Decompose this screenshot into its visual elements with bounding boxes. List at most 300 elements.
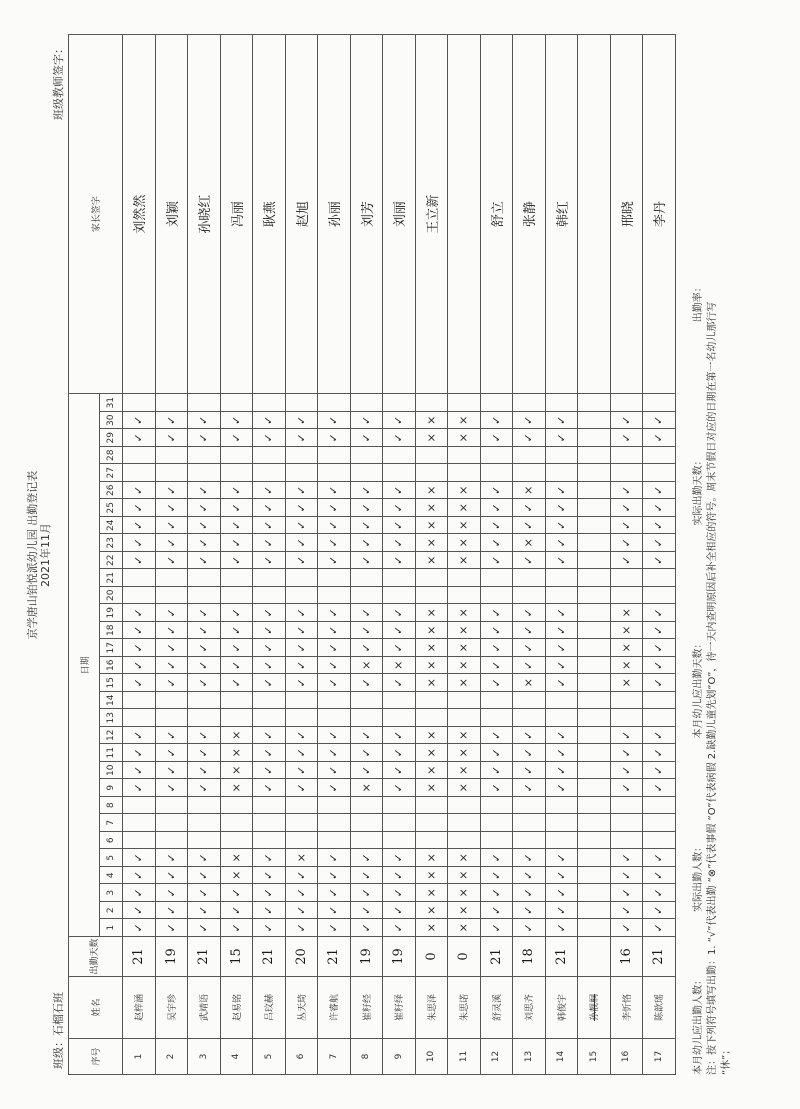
- parent-signature: 冯丽: [220, 34, 253, 394]
- attendance-mark: [415, 797, 448, 815]
- attendance-mark: [578, 849, 611, 867]
- attendance-mark: ✓: [155, 517, 188, 535]
- attendance-mark: ×: [415, 744, 448, 762]
- attendance-mark: [318, 709, 351, 727]
- attendance-mark: ✓: [610, 744, 643, 762]
- attendance-mark: [155, 569, 188, 587]
- attendance-mark: [350, 709, 383, 727]
- attendance-mark: ✓: [155, 412, 188, 430]
- attendance-mark: ×: [610, 604, 643, 622]
- attendance-mark: [188, 587, 221, 605]
- attendance-mark: [383, 814, 416, 832]
- attendance-mark: [188, 464, 221, 482]
- attendance-days: 21: [643, 937, 676, 977]
- attendance-mark: [610, 709, 643, 727]
- attendance-mark: ✓: [480, 849, 513, 867]
- attendance-mark: ✓: [123, 482, 156, 500]
- attendance-mark: ✓: [318, 674, 351, 692]
- parent-signature: [448, 34, 481, 394]
- attendance-mark: ×: [448, 727, 481, 745]
- attendance-mark: [448, 709, 481, 727]
- attendance-mark: [415, 692, 448, 710]
- attendance-mark: [253, 447, 286, 465]
- attendance-mark: ✓: [610, 499, 643, 517]
- attendance-mark: ✓: [285, 639, 318, 657]
- attendance-mark: ✓: [188, 534, 221, 552]
- attendance-mark: ✓: [220, 517, 253, 535]
- attendance-mark: [545, 394, 578, 412]
- attendance-mark: [155, 692, 188, 710]
- attendance-mark: ✓: [610, 429, 643, 447]
- student-name: 许睿航: [318, 977, 351, 1039]
- attendance-mark: ×: [220, 779, 253, 797]
- attendance-mark: [123, 464, 156, 482]
- attendance-mark: ✓: [545, 674, 578, 692]
- attendance-mark: [415, 569, 448, 587]
- attendance-mark: [350, 464, 383, 482]
- table-row: [285, 34, 318, 1074]
- attendance-days: [578, 937, 611, 977]
- attendance-mark: ✓: [123, 499, 156, 517]
- teacher-signature-label: 班级教师签字：: [52, 43, 65, 120]
- attendance-mark: [350, 814, 383, 832]
- attendance-mark: ✓: [643, 902, 676, 920]
- day-header-7: 7: [100, 814, 123, 832]
- attendance-mark: ×: [220, 744, 253, 762]
- attendance-mark: ✓: [285, 482, 318, 500]
- attendance-mark: ✓: [513, 517, 546, 535]
- attendance-mark: ✓: [285, 884, 318, 902]
- attendance-mark: [415, 814, 448, 832]
- attendance-mark: [383, 832, 416, 850]
- attendance-mark: [610, 832, 643, 850]
- attendance-mark: [415, 587, 448, 605]
- student-name: 崔籽绎: [383, 977, 416, 1039]
- attendance-mark: [220, 797, 253, 815]
- parent-signature: 孙晓红: [188, 34, 221, 394]
- attendance-mark: [285, 832, 318, 850]
- row-number: 9: [383, 1039, 416, 1075]
- attendance-mark: [578, 867, 611, 885]
- attendance-mark: ✓: [480, 622, 513, 640]
- day-header-28: 28: [100, 447, 123, 465]
- attendance-mark: ✓: [155, 744, 188, 762]
- attendance-mark: ✓: [350, 849, 383, 867]
- attendance-mark: [513, 569, 546, 587]
- day-header-6: 6: [100, 832, 123, 850]
- attendance-mark: [285, 709, 318, 727]
- attendance-mark: ✓: [350, 884, 383, 902]
- table-row: [643, 34, 676, 1074]
- attendance-mark: [610, 692, 643, 710]
- attendance-mark: ✓: [480, 552, 513, 570]
- attendance-days: 18: [513, 937, 546, 977]
- attendance-mark: [415, 832, 448, 850]
- attendance-mark: ✓: [545, 762, 578, 780]
- attendance-mark: ✓: [253, 919, 286, 937]
- attendance-mark: ✓: [155, 429, 188, 447]
- attendance-mark: ×: [513, 482, 546, 500]
- col-header-name: 姓名: [69, 977, 123, 1039]
- attendance-mark: [545, 797, 578, 815]
- attendance-mark: [578, 604, 611, 622]
- attendance-mark: ✓: [188, 517, 221, 535]
- attendance-mark: ×: [448, 482, 481, 500]
- row-number: 1: [123, 1039, 156, 1075]
- attendance-mark: [578, 429, 611, 447]
- attendance-mark: ✓: [350, 499, 383, 517]
- attendance-mark: ✓: [155, 604, 188, 622]
- attendance-mark: [285, 814, 318, 832]
- attendance-mark: ✓: [480, 902, 513, 920]
- attendance-mark: [415, 394, 448, 412]
- attendance-mark: ✓: [383, 919, 416, 937]
- attendance-mark: ✓: [123, 884, 156, 902]
- attendance-mark: ✓: [285, 779, 318, 797]
- attendance-mark: ×: [415, 849, 448, 867]
- attendance-mark: [643, 692, 676, 710]
- attendance-mark: ✓: [480, 482, 513, 500]
- attendance-mark: ×: [610, 622, 643, 640]
- row-number: 6: [285, 1039, 318, 1075]
- attendance-mark: ✓: [643, 779, 676, 797]
- attendance-mark: [643, 814, 676, 832]
- attendance-mark: ✓: [318, 884, 351, 902]
- attendance-mark: ×: [415, 429, 448, 447]
- attendance-mark: [513, 464, 546, 482]
- attendance-mark: [415, 447, 448, 465]
- attendance-mark: [578, 674, 611, 692]
- attendance-mark: ×: [220, 762, 253, 780]
- attendance-mark: ✓: [610, 412, 643, 430]
- attendance-mark: ×: [415, 639, 448, 657]
- attendance-mark: ✓: [383, 604, 416, 622]
- attendance-mark: [220, 587, 253, 605]
- attendance-mark: [188, 692, 221, 710]
- table-row: [155, 34, 188, 1074]
- attendance-mark: [188, 814, 221, 832]
- attendance-mark: ×: [448, 499, 481, 517]
- day-header-29: 29: [100, 429, 123, 447]
- attendance-mark: [480, 569, 513, 587]
- attendance-mark: ✓: [480, 674, 513, 692]
- attendance-mark: ✓: [285, 902, 318, 920]
- attendance-mark: [285, 464, 318, 482]
- attendance-mark: [643, 587, 676, 605]
- attendance-mark: ✓: [610, 919, 643, 937]
- attendance-mark: ✓: [383, 552, 416, 570]
- attendance-mark: ✓: [480, 744, 513, 762]
- attendance-mark: [610, 394, 643, 412]
- attendance-mark: [578, 394, 611, 412]
- attendance-mark: ✓: [318, 727, 351, 745]
- day-header-2: 2: [100, 902, 123, 920]
- attendance-mark: [220, 464, 253, 482]
- attendance-mark: ✓: [155, 919, 188, 937]
- attendance-mark: [220, 832, 253, 850]
- attendance-mark: ✓: [220, 902, 253, 920]
- attendance-mark: ×: [415, 779, 448, 797]
- attendance-mark: ✓: [253, 552, 286, 570]
- attendance-mark: [480, 587, 513, 605]
- attendance-mark: ✓: [480, 884, 513, 902]
- attendance-mark: [155, 447, 188, 465]
- attendance-mark: ✓: [350, 727, 383, 745]
- table-row: [513, 34, 546, 1074]
- attendance-mark: ✓: [350, 744, 383, 762]
- attendance-mark: ✓: [155, 727, 188, 745]
- attendance-mark: [220, 447, 253, 465]
- attendance-mark: ✓: [545, 517, 578, 535]
- attendance-mark: ✓: [123, 902, 156, 920]
- attendance-mark: ✓: [350, 429, 383, 447]
- attendance-mark: [155, 832, 188, 850]
- attendance-mark: ✓: [188, 884, 221, 902]
- attendance-mark: ✓: [643, 849, 676, 867]
- attendance-mark: [480, 814, 513, 832]
- footer: [692, 35, 734, 1075]
- attendance-mark: [545, 447, 578, 465]
- student-name: 舒灵溪: [480, 977, 513, 1039]
- attendance-mark: [513, 394, 546, 412]
- attendance-mark: ×: [610, 674, 643, 692]
- attendance-mark: ✓: [643, 727, 676, 745]
- attendance-mark: [480, 447, 513, 465]
- attendance-mark: [513, 832, 546, 850]
- attendance-mark: ×: [448, 604, 481, 622]
- row-number: 4: [220, 1039, 253, 1075]
- attendance-mark: [545, 587, 578, 605]
- attendance-mark: ✓: [285, 744, 318, 762]
- day-header-4: 4: [100, 867, 123, 885]
- attendance-mark: ×: [448, 429, 481, 447]
- attendance-mark: ✓: [318, 779, 351, 797]
- attendance-mark: [253, 587, 286, 605]
- attendance-mark: [578, 569, 611, 587]
- attendance-mark: [545, 814, 578, 832]
- attendance-mark: [383, 464, 416, 482]
- attendance-mark: ×: [415, 902, 448, 920]
- attendance-mark: ✓: [123, 622, 156, 640]
- attendance-mark: [253, 394, 286, 412]
- attendance-mark: [480, 464, 513, 482]
- attendance-mark: [513, 447, 546, 465]
- attendance-mark: ✓: [643, 622, 676, 640]
- attendance-days: 19: [350, 937, 383, 977]
- attendance-mark: ✓: [123, 552, 156, 570]
- attendance-mark: ✓: [220, 639, 253, 657]
- row-number: 14: [545, 1039, 578, 1075]
- attendance-mark: ✓: [253, 674, 286, 692]
- attendance-mark: [578, 744, 611, 762]
- attendance-mark: ✓: [318, 482, 351, 500]
- day-header-22: 22: [100, 552, 123, 570]
- attendance-mark: ✓: [350, 762, 383, 780]
- attendance-mark: [513, 587, 546, 605]
- attendance-mark: ✓: [253, 429, 286, 447]
- day-header-26: 26: [100, 482, 123, 500]
- attendance-mark: ✓: [643, 604, 676, 622]
- attendance-mark: ✓: [513, 639, 546, 657]
- attendance-mark: ✓: [155, 779, 188, 797]
- attendance-mark: ×: [415, 604, 448, 622]
- attendance-mark: [643, 569, 676, 587]
- attendance-days: 21: [318, 937, 351, 977]
- attendance-mark: [123, 587, 156, 605]
- attendance-mark: [383, 692, 416, 710]
- attendance-mark: ✓: [545, 552, 578, 570]
- student-name: 吕玟赫: [253, 977, 286, 1039]
- attendance-mark: ✓: [513, 429, 546, 447]
- attendance-mark: ✓: [155, 639, 188, 657]
- attendance-mark: [123, 394, 156, 412]
- attendance-mark: ✓: [383, 849, 416, 867]
- attendance-mark: [350, 447, 383, 465]
- attendance-mark: ✓: [545, 534, 578, 552]
- attendance-days: 15: [220, 937, 253, 977]
- attendance-mark: ✓: [545, 622, 578, 640]
- attendance-mark: [578, 482, 611, 500]
- parent-signature: 韩红: [545, 34, 578, 394]
- student-name: 朱思泽: [415, 977, 448, 1039]
- attendance-mark: ✓: [220, 499, 253, 517]
- attendance-mark: [220, 394, 253, 412]
- attendance-days: 21: [188, 937, 221, 977]
- header-row-1: [69, 34, 100, 1074]
- table-row: [415, 34, 448, 1074]
- attendance-mark: ✓: [188, 762, 221, 780]
- attendance-mark: ✓: [253, 727, 286, 745]
- attendance-mark: ✓: [188, 674, 221, 692]
- attendance-mark: [253, 709, 286, 727]
- attendance-mark: ✓: [123, 674, 156, 692]
- attendance-mark: ✓: [545, 867, 578, 885]
- parent-signature: 张静: [513, 34, 546, 394]
- attendance-mark: [220, 692, 253, 710]
- attendance-mark: ✓: [350, 534, 383, 552]
- attendance-mark: ✓: [285, 919, 318, 937]
- attendance-mark: ✓: [123, 919, 156, 937]
- attendance-mark: ✓: [285, 867, 318, 885]
- attendance-mark: [415, 464, 448, 482]
- attendance-mark: ✓: [220, 657, 253, 675]
- row-number: 17: [643, 1039, 676, 1075]
- attendance-mark: ✓: [123, 517, 156, 535]
- attendance-mark: ✓: [513, 744, 546, 762]
- attendance-mark: ✓: [285, 674, 318, 692]
- attendance-mark: [285, 394, 318, 412]
- student-name: 武靖语: [188, 977, 221, 1039]
- attendance-mark: ✓: [643, 552, 676, 570]
- attendance-mark: [643, 464, 676, 482]
- attendance-mark: ✓: [350, 639, 383, 657]
- attendance-mark: ✓: [350, 604, 383, 622]
- attendance-mark: ✓: [253, 534, 286, 552]
- attendance-mark: [513, 797, 546, 815]
- attendance-mark: ✓: [318, 517, 351, 535]
- attendance-mark: ✓: [643, 919, 676, 937]
- attendance-mark: ✓: [188, 499, 221, 517]
- attendance-mark: ✓: [123, 849, 156, 867]
- attendance-mark: ✓: [545, 849, 578, 867]
- attendance-mark: ✓: [123, 412, 156, 430]
- attendance-mark: [188, 447, 221, 465]
- attendance-mark: ✓: [285, 429, 318, 447]
- attendance-mark: ✓: [318, 552, 351, 570]
- attendance-mark: [123, 569, 156, 587]
- attendance-mark: ✓: [643, 412, 676, 430]
- attendance-mark: [578, 919, 611, 937]
- attendance-mark: [610, 464, 643, 482]
- attendance-mark: ✓: [253, 657, 286, 675]
- attendance-days: 20: [285, 937, 318, 977]
- attendance-mark: [513, 709, 546, 727]
- attendance-mark: ✓: [285, 412, 318, 430]
- attendance-mark: [350, 569, 383, 587]
- attendance-mark: ✓: [188, 657, 221, 675]
- row-number: 12: [480, 1039, 513, 1075]
- row-number: 2: [155, 1039, 188, 1075]
- attendance-mark: ✓: [383, 902, 416, 920]
- attendance-mark: [285, 797, 318, 815]
- attendance-mark: ✓: [643, 744, 676, 762]
- attendance-mark: ×: [415, 674, 448, 692]
- attendance-mark: ✓: [285, 534, 318, 552]
- attendance-mark: [285, 447, 318, 465]
- attendance-mark: [578, 517, 611, 535]
- day-header-3: 3: [100, 884, 123, 902]
- row-number: 3: [188, 1039, 221, 1075]
- attendance-mark: ×: [415, 727, 448, 745]
- student-name: 孙靓桐: [578, 977, 611, 1039]
- attendance-mark: ×: [415, 884, 448, 902]
- attendance-mark: [220, 569, 253, 587]
- attendance-mark: ✓: [253, 902, 286, 920]
- day-header-12: 12: [100, 727, 123, 745]
- attendance-mark: ✓: [155, 622, 188, 640]
- attendance-mark: ✓: [155, 762, 188, 780]
- attendance-mark: ✓: [513, 412, 546, 430]
- attendance-days: 21: [123, 937, 156, 977]
- attendance-mark: ✓: [643, 499, 676, 517]
- attendance-mark: ✓: [318, 622, 351, 640]
- attendance-mark: ✓: [155, 674, 188, 692]
- attendance-mark: ✓: [253, 412, 286, 430]
- attendance-mark: ✓: [480, 429, 513, 447]
- attendance-mark: [480, 797, 513, 815]
- attendance-mark: [253, 814, 286, 832]
- attendance-mark: ✓: [285, 762, 318, 780]
- day-header-30: 30: [100, 412, 123, 430]
- attendance-mark: [578, 727, 611, 745]
- attendance-mark: ✓: [513, 604, 546, 622]
- attendance-mark: [285, 692, 318, 710]
- attendance-mark: ×: [448, 919, 481, 937]
- attendance-mark: [578, 692, 611, 710]
- attendance-mark: ✓: [155, 499, 188, 517]
- attendance-mark: [285, 587, 318, 605]
- attendance-mark: ✓: [318, 639, 351, 657]
- student-name: 赵易铭: [220, 977, 253, 1039]
- attendance-mark: ✓: [513, 919, 546, 937]
- attendance-mark: ×: [513, 534, 546, 552]
- attendance-mark: [318, 569, 351, 587]
- attendance-mark: ×: [415, 919, 448, 937]
- attendance-mark: [220, 709, 253, 727]
- attendance-mark: ×: [350, 657, 383, 675]
- attendance-mark: [578, 587, 611, 605]
- attendance-mark: ✓: [545, 482, 578, 500]
